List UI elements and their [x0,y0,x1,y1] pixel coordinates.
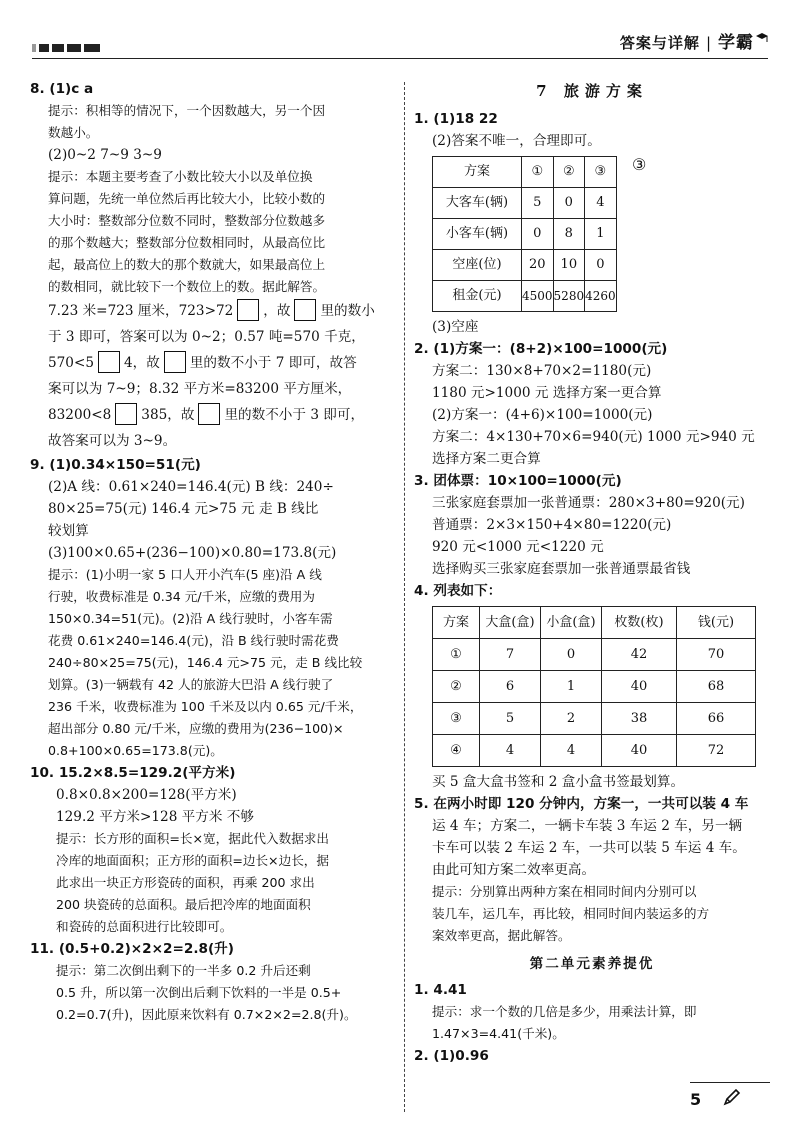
q9-answer: 9. (1)0.34×150=51(元) (2)A 线：0.61×240=146.4(元) B 线：240÷ 80×25=75(元) 146.4 元>75 元 走 B 线比 较划算 (3)100×0.65+(236−100)×0.80=173.8(元) [30,457,337,561]
table-row: ④ 4 4 40 72 [433,735,756,767]
bookmark-table [432,606,756,767]
q9-hint: 提示：(1)小明一家 5 口人开小汽车(5 座)沿 A 线 行驶，收费标准是 0.34 元/千米，应缴的费用为 150×0.34=51(元)。(2)沿 A 线行驶时，小客车需 花费 0.61×240=146.4(元)，沿 B 线行驶时需花费 240÷80×25=75(元)，146.4 元>75 元，走 B 线比较 划算。(3)一辆载有 42 人的旅游大巴沿 A 线行驶了 236 千米，收费标准为 100 千米及以内 0.65 元/千米， 超出部分 0.80 元/千米，应缴的费用为(236−100)× 0.8+100×0.65=173.8(元)。 [48,567,363,758]
page-header [32,22,768,59]
q11-hint: 提示：第二次倒出剩下的一半多 0.2 升后还剩 0.5 升，所以第一次倒出后剩下饮料的一半是 0.5+ 0.2=0.7(升)，因此原来饮料有 0.7×2×2=2.8(升)。 [56,963,357,1022]
r1-part2: (2)答案不唯一，合理即可。 [432,133,601,149]
page-number: 5 [690,1090,702,1109]
column-divider [404,82,405,1112]
table-row: ② 6 1 40 68 [433,671,756,703]
pencil-icon [722,1087,742,1107]
header-title [620,32,768,54]
header-brand: 学霸 [718,33,754,53]
q8-hint1: 提示：积相等的情况下，一个因数越大，另一个因 数越小。 [48,103,326,140]
q10-hint: 提示：长方形的面积=长×宽，据此代入数据求出 冷库的地面面积；正方形的面积=边长×边长，据 此求出一块正方形瓷砖的面积，再乘 200 求出 200 块瓷砖的总面积。最后把冷库的地面面积 和瓷砖的总面积进行比较即可。 [56,831,329,934]
blank-box [115,403,137,425]
blank-box [294,299,316,321]
blank-box [198,403,220,425]
blank-box [237,299,259,321]
table-row: 空座(位) 20 10 0 [433,250,617,281]
table-row: ③ 5 2 38 66 [433,703,756,735]
r4-intro: 4. 列表如下： [414,583,502,599]
right-column [414,78,770,1067]
q8-explanation: 7.23 米=723 厘米，723>72 ，故 里的数小 于 3 即可，答案可以为 0~2；0.57 吨=570 千克， 570<5 4，故 里的数不小于 7 即可，故答 案可以为 7~9；8.32 平方米=83200 平方厘米， 83200<8 385，故 里的数不小于 3 即可， 故答案可以为 3~9。 [30,298,396,454]
section-title: 7 旅游方案 [536,82,648,100]
s1-answer: 1. 4.41 [414,982,467,998]
q8-part1: 8. (1)c a [30,81,94,97]
s1-hint: 提示：求一个数的几倍是多少，用乘法计算，即 1.47×3=4.41(千米)。 [432,1004,697,1041]
s2-answer: 2. (1)0.96 [414,1048,489,1064]
q10-answer: 10. 15.2×8.5=129.2(平方米) 0.8×0.8×200=128(平方米) 129.2 平方米>128 平方米 不够 [30,765,254,825]
q8-hint2: 提示：本题主要考查了小数比较大小以及单位换 算问题，先统一单位然后再比较大小，比较小数的 大小时：整数部分位数不同时，整数部分位数越多 的那个数越大；整数部分位数相同时，从最高位比 起，最高位上的数大的那个数就大，如果最高位上 的数相同，就比较下一个数位上的数。据此解答。 [48,169,326,294]
table-header-row: 方案 大盒(盒) 小盒(盒) 枚数(枚) 钱(元) [433,607,756,639]
r1-part1: 1. (1)18 22 [414,111,498,127]
blank-box [98,351,120,373]
q11-answer: 11. (0.5+0.2)×2×2=2.8(升) [30,941,234,957]
header-decoration [32,44,100,52]
table-header-row: 方案 ① ② ③ [433,157,617,188]
r3-answer: 3. 团体票：10×100=1000(元) 三张家庭套票加一张普通票：280×3+80=920(元) 普通票：2×3×150+4×80=1220(元) 920 元<1000 元<1220 元 选择购买三张家庭套票加一张普通票最省钱 [414,473,745,577]
table-row: 租金(元) 4500 5280 4260 [433,281,617,312]
table-row: ① 7 0 42 70 [433,639,756,671]
table-row: 小客车(辆) 0 8 1 [433,219,617,250]
section2-title: 第二单元素养提优 [529,956,655,972]
header-separator: | [705,34,712,52]
r2-answer: 2. (1)方案一：(8+2)×100=1000(元) 方案二：130×8+70×2=1180(元) 1180 元>1000 元 选择方案一更合算 (2)方案一：(4+6)×100=1000(元) 方案二：4×130+70×6=940(元) 1000 元>940 元 选择方案二更合算 [414,341,755,467]
blank-box [164,351,186,373]
r5-answer: 5. 在两小时即 120 分钟内，方案一，一共可以装 4 车 运 4 车；方案二，一辆卡车装 3 车运 2 车，另一辆 卡车可以装 2 车运 2 车，一共可以装 5 车运 4 车。 由此可知方案二效率更高。 [414,796,749,878]
r1-part3: (3)空座 [432,319,479,335]
graduation-cap-icon [756,32,768,44]
table-row: 大客车(辆) 5 0 4 [433,188,617,219]
plan-table [432,156,617,312]
r5-hint: 提示：分别算出两种方案在相同时间内分别可以 装几车，运几车，再比较，相同时间内装运多的方 案效率更高，据此解答。 [432,884,710,943]
q8-part2: (2)0~2 7~9 3~9 [48,147,162,163]
left-column [30,78,396,1026]
page-footer [690,1082,770,1109]
side-mark: ③ [632,155,647,174]
r4-answer: 买 5 盒大盒书签和 2 盒小盒书签最划算。 [432,774,685,790]
header-left-text: 答案与详解 [619,34,700,52]
